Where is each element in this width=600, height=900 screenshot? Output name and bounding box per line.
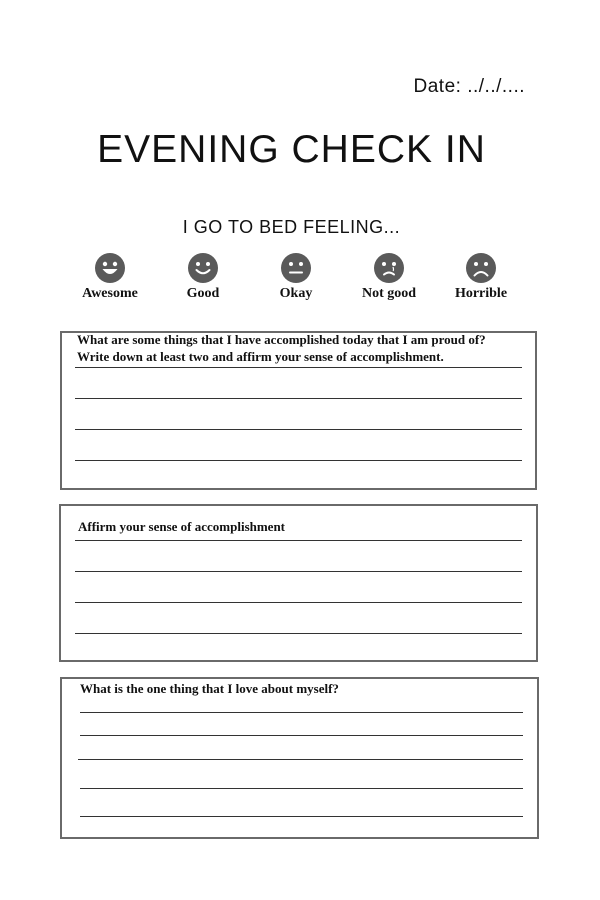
section-prompt: What is the one thing that I love about myself? xyxy=(80,681,339,696)
writing-line[interactable] xyxy=(78,759,523,760)
writing-line[interactable] xyxy=(75,602,522,603)
writing-line[interactable] xyxy=(75,429,522,430)
mood-option-horrible[interactable] xyxy=(436,252,526,302)
mood-label: Okay xyxy=(279,286,313,301)
section-prompt: Affirm your sense of accomplishment xyxy=(78,519,286,534)
section-box-self-love xyxy=(60,677,539,839)
writing-line[interactable] xyxy=(75,460,522,461)
smiling-face-icon xyxy=(187,252,219,284)
mood-label: Not good xyxy=(361,286,417,301)
worried-face-icon xyxy=(373,252,405,284)
mood-option-good[interactable] xyxy=(158,252,248,302)
date-field[interactable]: Date: ../../.... xyxy=(413,76,525,97)
mood-option-awesome[interactable] xyxy=(65,252,155,302)
mood-option-not-good[interactable] xyxy=(344,252,434,302)
mood-label: Horrible xyxy=(454,286,508,301)
mood-label: Good xyxy=(186,286,220,301)
writing-line[interactable] xyxy=(80,712,523,713)
mood-label: Awesome xyxy=(82,286,138,301)
neutral-face-icon xyxy=(280,252,312,284)
writing-line[interactable] xyxy=(80,816,523,817)
mood-option-okay[interactable] xyxy=(251,252,341,302)
writing-line[interactable] xyxy=(75,398,522,399)
grinning-face-icon xyxy=(94,252,126,284)
writing-line[interactable] xyxy=(75,571,522,572)
frowning-face-icon xyxy=(465,252,497,284)
section-prompt: What are some things that I have accomplished today that I am proud of? Write down at least two and affirm your sense of accomplishment. xyxy=(77,332,486,364)
writing-line[interactable] xyxy=(80,735,523,736)
writing-line[interactable] xyxy=(75,367,522,368)
page-title: EVENING CHECK IN xyxy=(97,128,486,171)
writing-line[interactable] xyxy=(75,633,522,634)
mood-heading: I GO TO BED FEELING... xyxy=(182,217,401,237)
writing-line[interactable] xyxy=(75,540,522,541)
writing-line[interactable] xyxy=(80,788,523,789)
